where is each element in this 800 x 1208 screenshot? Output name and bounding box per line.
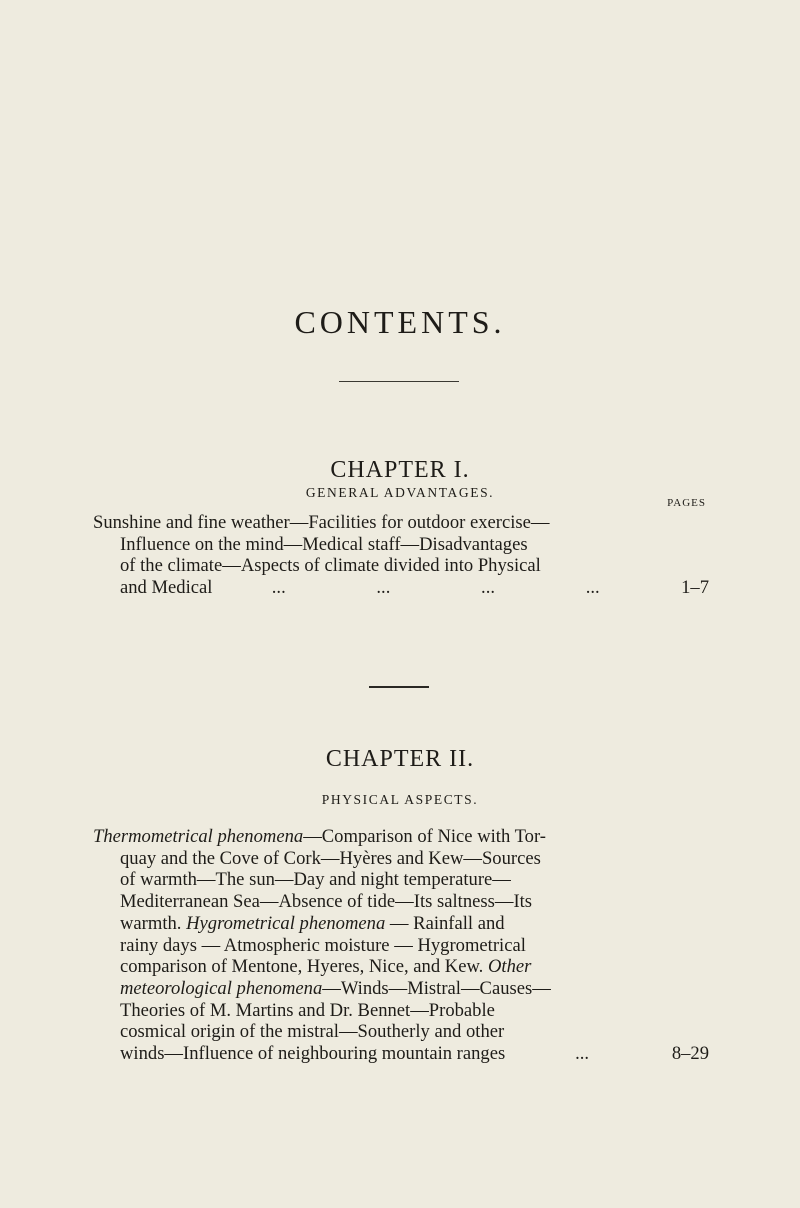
title-divider [339,381,459,382]
summary-last-line [93,577,709,599]
summary-line: and Medical [120,577,213,599]
chapter-2-heading: CHAPTER II. [325,746,475,772]
summary-line: Theories of M. Martins and Dr. Bennet—Probable [120,999,495,1021]
summary-line: Thermometrical phenomena—Comparison of Nice with Tor- [93,826,546,847]
summary-line: quay and the Cove of Cork—Hyères and Kew—Sources [120,847,541,869]
summary-line: Mediterranean Sea—Absence of tide—Its saltness—Its [120,891,533,913]
summary-line: cosmical origin of the mistral—Southerly and other [120,1021,505,1043]
leader-dots: ... [575,1043,590,1065]
summary-line: of warmth—The sun—Day and night temperature— [120,869,511,891]
chapter-2-summary [93,826,709,1065]
chapter-2-subtitle: PHYSICAL ASPECTS. [321,792,479,807]
summary-line: winds—Influence of neighbouring mountain ranges [120,1043,506,1065]
chapter-1-subtitle: GENERAL ADVANTAGES. [305,485,495,500]
contents-title: CONTENTS. [294,304,506,340]
pages-column-label: PAGES [667,497,706,509]
leader-dots: ... ... ... ... [271,577,600,599]
summary-line: rainy days — Atmospheric moisture — Hygrometrical [120,934,526,956]
page-range: 8–29 [671,1043,709,1065]
summary-line: of the climate—Aspects of climate divided into Physical [120,555,541,577]
chapter-1-heading: CHAPTER I. [330,457,470,483]
summary-line: Sunshine and fine weather—Facilities for outdoor exercise— [93,512,550,533]
summary-line: warmth. Hygrometrical phenomena — Rainfall and [120,912,505,934]
page-range: 1–7 [681,577,709,599]
summary-last-line [93,1043,709,1065]
chapter-divider [369,686,429,688]
summary-line: Influence on the mind—Medical staff—Disadvantages [120,533,528,555]
summary-line: comparison of Mentone, Hyeres, Nice, and Kew. Other [120,956,532,978]
chapter-1-summary [93,512,709,599]
summary-line: meteorological phenomena—Winds—Mistral—Causes— [120,977,551,999]
